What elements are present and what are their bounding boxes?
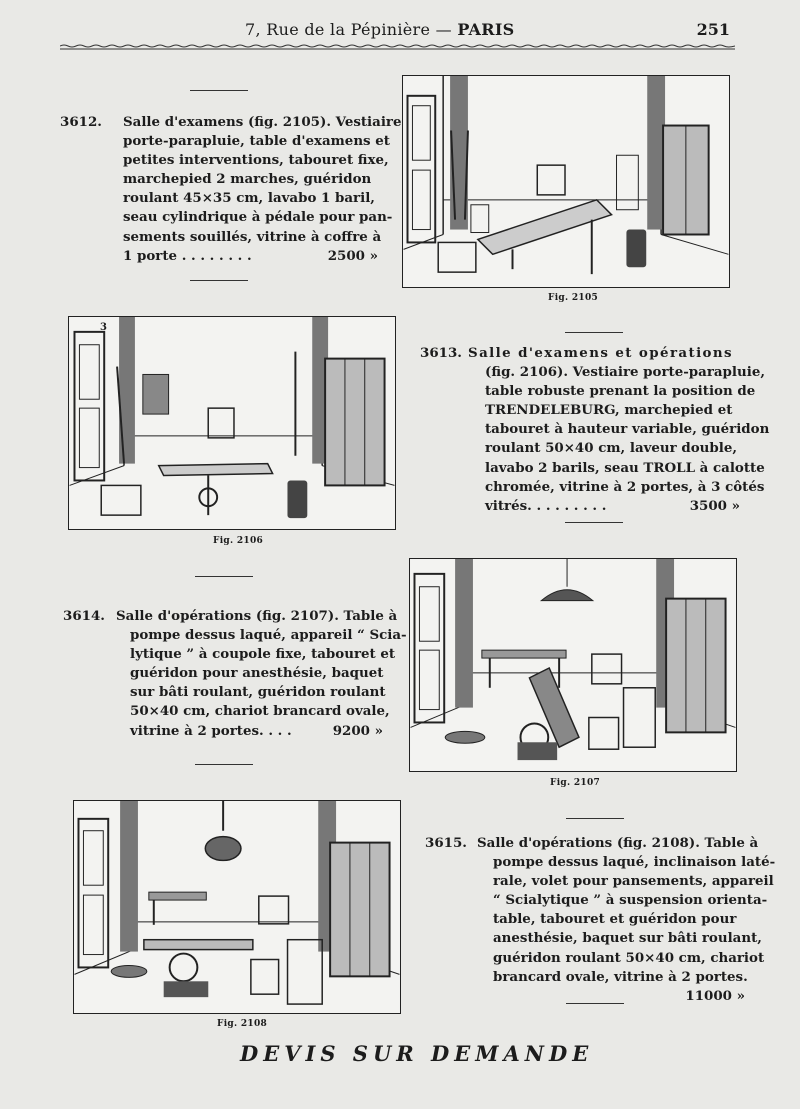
entry-price: 11000 » [685,987,745,1004]
separator-rule [195,764,253,765]
entry-line: pompe dessus laqué, inclinaison laté- [493,854,776,871]
operating-room-scialytique-drawing [74,801,400,1013]
figure-caption: Fig. 2107 [550,778,601,788]
page-number: 251 [696,20,730,39]
figure-caption: Fig. 2108 [217,1019,268,1029]
catalog-entry-3615 [425,834,776,1006]
header-address: 7, Rue de la Pépinière — [245,20,452,39]
entry-price-line [130,722,383,741]
entry-line: (fig. 2106). Vestiaire porte-parapluie, [485,364,766,381]
entry-line: rale, volet pour pansements, appareil [493,873,774,890]
entry-last-line: vitrés. . . . . . . . . [485,497,607,514]
entry-line: guéridon pour anesthésie, baquet [130,665,384,682]
entry-line: chromée, vitrine à 2 portes, à 3 côtés [485,478,765,495]
operating-room-drawing [410,559,736,771]
running-header [245,20,514,39]
entry-line: table, tabouret et guéridon pour [493,911,737,928]
separator-rule [565,332,623,333]
catalog-entry-3614 [63,607,407,741]
entry-line: petites interventions, tabouret fixe, [123,152,389,169]
separator-rule [190,90,248,91]
entry-line: tabouret à hauteur variable, guéridon [485,421,770,438]
figure-caption: Fig. 2106 [213,536,264,546]
separator-rule [566,1003,624,1004]
exam-operating-room-drawing [69,317,395,529]
entry-line: lytique ” à coupole fixe, tabouret et [130,646,396,663]
entry-line: roulant 50×40 cm, laveur double, [485,440,738,457]
entry-line: table robuste prenant la position de [485,383,756,400]
entry-line: sur bâti roulant, guéridon roulant [130,684,386,701]
entry-last-line: vitrine à 2 portes. . . . [130,722,292,739]
entry-last-line [493,987,498,1006]
entry-price-line [485,497,740,516]
entry-line: Salle d'opérations (fig. 2108). Table à [477,835,759,851]
entry-line: roulant 45×35 cm, lavabo 1 baril, [123,190,375,207]
entry-number: 3614. [63,608,105,624]
entry-line: sements souillés, vitrine à coffre à [123,228,382,245]
separator-rule [190,280,248,281]
entry-price: 9200 » [332,722,383,739]
separator-rule [566,818,624,819]
separator-rule [565,522,623,523]
figure-2105-illustration [402,75,730,288]
entry-price-line [123,247,378,266]
entry-line: guéridon roulant 50×40 cm, chariot [493,949,765,966]
entry-line: porte-parapluie, table d'examens et [123,133,390,150]
entry-line: 50×40 cm, chariot brancard ovale, [130,703,390,720]
entry-number: 3615. [425,835,467,851]
entry-line: TRENDELEBURG, marchepied et [485,402,733,419]
figure-2107-illustration [409,558,737,772]
figure-2108-illustration [73,800,401,1014]
figure-2106-illustration [68,316,396,530]
entry-line: Salle d'examens et opérations [468,345,733,361]
entry-line: seau cylindrique à pédale pour pan- [123,209,393,226]
header-city: PARIS [457,20,515,39]
header-rule [60,44,735,50]
footer-quote-on-request: DEVIS SUR DEMANDE [240,1041,594,1066]
entry-price: 3500 » [689,497,740,514]
entry-line: Salle d'examens (fig. 2105). Vestiaire [123,114,402,130]
entry-line: “ Scialytique ” à suspension orienta- [493,892,768,909]
separator-rule [195,576,253,577]
entry-number: 3613. [420,345,462,361]
catalog-entry-3613 [420,344,770,516]
entry-last-line: 1 porte . . . . . . . . [123,247,252,264]
entry-line: lavabo 2 barils, seau TROLL à calotte [485,459,765,476]
entry-price: 2500 » [327,247,378,264]
entry-line: brancard ovale, vitrine à 2 portes. [493,968,748,985]
entry-line: Salle d'opérations (fig. 2107). Table à [116,608,398,624]
figure-corner-mark: 3 [100,322,107,333]
exam-room-drawing [403,76,729,287]
figure-caption: Fig. 2105 [548,293,599,303]
entry-number: 3612. [60,114,102,130]
catalog-entry-3612 [60,113,402,266]
entry-line: marchepied 2 marches, guéridon [123,171,372,188]
entry-line: pompe dessus laqué, appareil “ Scia- [130,627,407,644]
entry-line: anesthésie, baquet sur bâti roulant, [493,930,762,947]
